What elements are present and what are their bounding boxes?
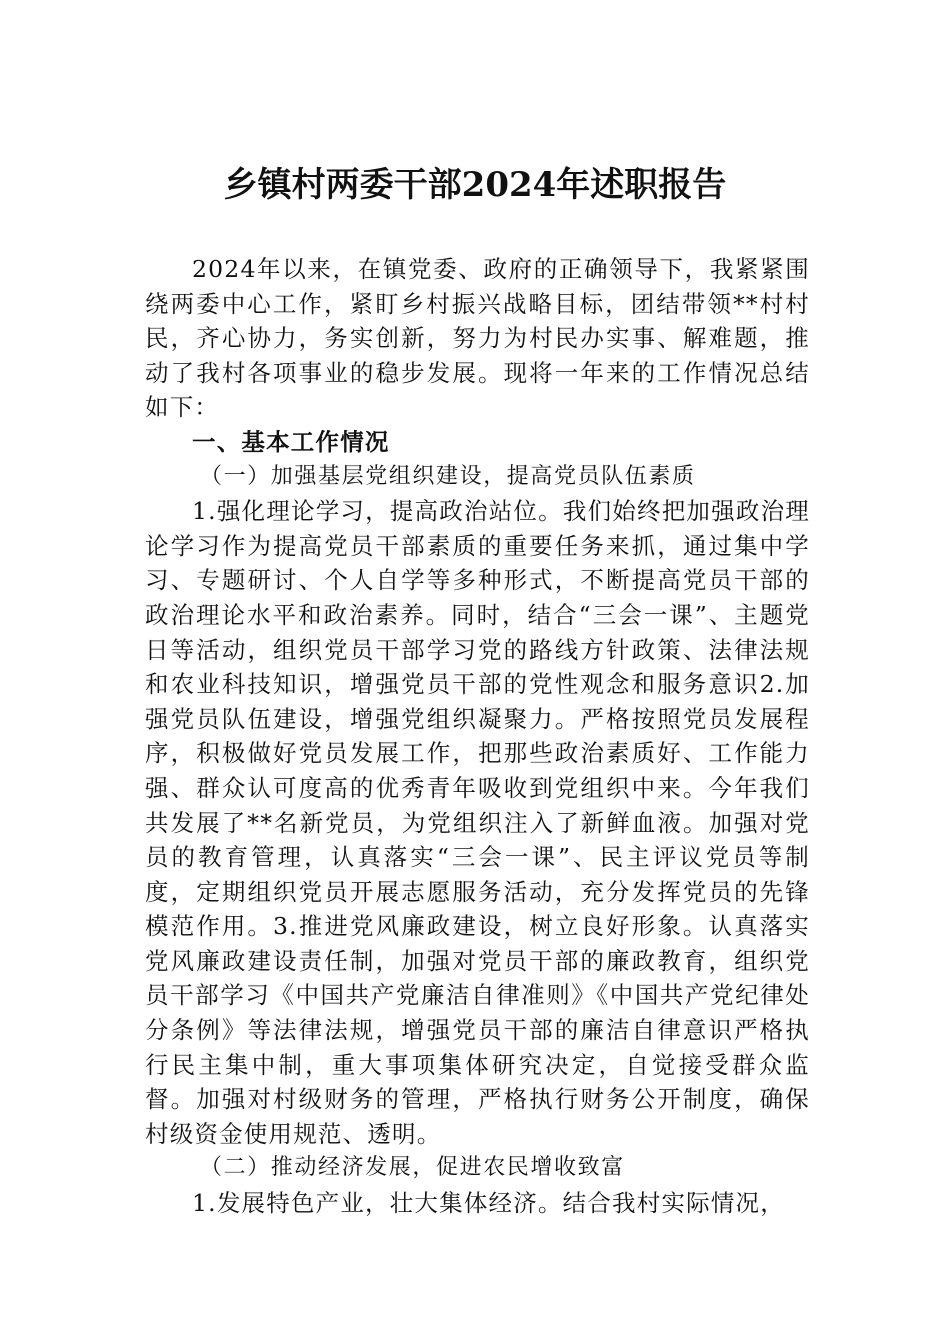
- subsection-heading-economic-development: （二）推动经济发展，促进农民增收致富: [200, 1155, 625, 1181]
- party-building-paragraph: 1.强化理论学习，提高政治站位。我们始终把加强政治理论学习作为提高党员干部素质的重要任务来抓，通过集中学习、专题研讨、个人自学等多种形式，不断提高党员干部的政治理论水平和政治素养。同时，结合“三会一课”、主题党日等活动，组织党员干部学习党的路线方针政策、法律法规和农业科技知识，增强党员干部的党性观念和服务意识2.加强党员队伍建设，增强党组织凝聚力。严格按照党员发展程序，积极做好党员发展工作，把那些政治素质好、工作能力强、群众认可度高的优秀青年吸收到党组织中来。今年我们共发展了**名新党员，为党组织注入了新鲜血液。加强对党员的教育管理，认真落实“三会一课”、民主评议党员等制度，定期组织党员开展志愿服务活动，充分发挥党员的先锋模范作用。3.推进党风廉政建设，树立良好形象。认真落实党风廉政建设责任制，加强对党员干部的廉政教育，组织党员干部学习《中国共产党廉洁自律准则》《中国共产党纪律处分条例》等法律法规，增强党员干部的廉洁自律意识严格执行民主集中制，重大事项集体研究决定，自觉接受群众监督。加强对村级财务的管理，严格执行财务公开制度，确保村级资金使用规范、透明。: [145, 497, 810, 1148]
- economic-development-paragraph: 1.发展特色产业，壮大集体经济。结合我村实际情况，: [192, 1189, 785, 1218]
- intro-paragraph: 2024年以来，在镇党委、政府的正确领导下，我紧紧围绕两委中心工作，紧盯乡村振兴战略目标，团结带领**村村民，齐心协力，务实创新，努力为村民办实事、解难题，推动了我村各项事业的稳步发展。现将一年来的工作情况总结如下：: [145, 255, 810, 422]
- section-heading-basic-work: 一、基本工作情况: [192, 427, 390, 456]
- document-title: 乡镇村两委干部2024年述职报告: [223, 165, 727, 205]
- document-body: [145, 252, 810, 1221]
- subsection-heading-party-building: （一）加强基层党组织建设，提高党员队伍素质: [200, 463, 696, 489]
